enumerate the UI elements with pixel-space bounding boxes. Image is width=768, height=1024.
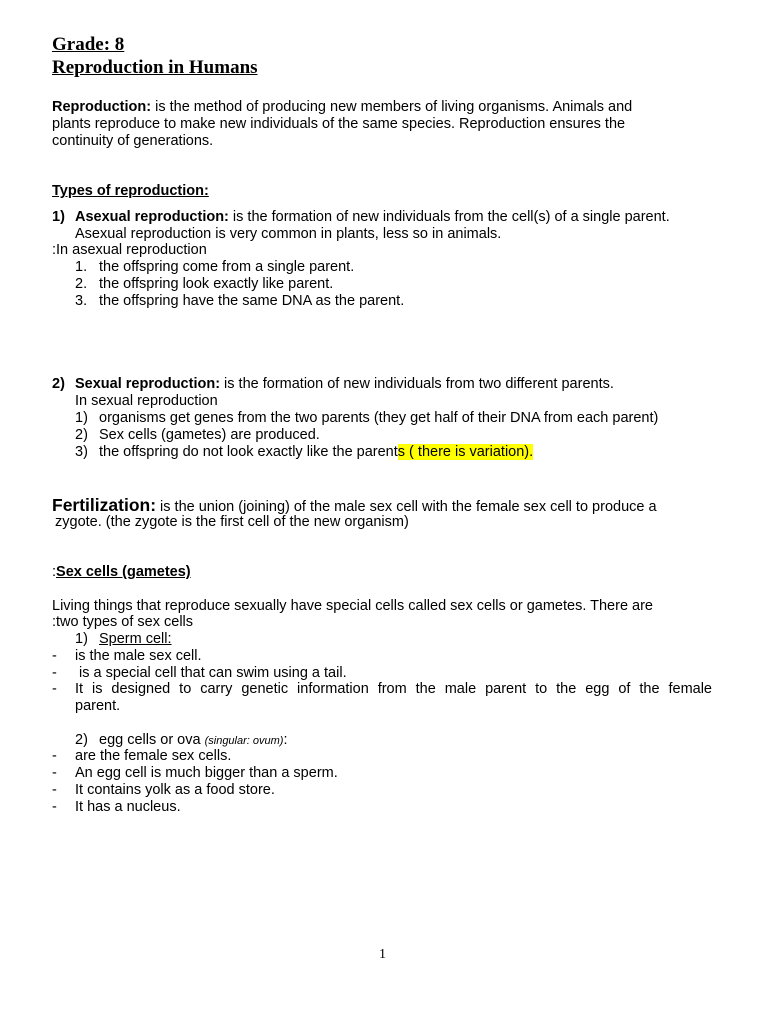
bullet-dash: -	[52, 765, 57, 781]
egg-bullet: It has a nucleus.	[75, 799, 181, 815]
sexual-item: Sex cells (gametes) are produced.	[99, 427, 320, 443]
sperm-heading: Sperm cell:	[99, 631, 172, 647]
intro-line-2: plants reproduce to make new individuals of the same species. Reproduction ensures the	[52, 116, 626, 132]
sexual-line-1: Sexual reproduction: is the formation of new individuals from two different parents.	[75, 376, 614, 392]
sexual-number: 2)	[52, 376, 65, 392]
sexual-item-num: 2)	[75, 427, 88, 443]
sperm-bullet: is the male sex cell.	[75, 648, 202, 664]
asexual-item-num: 3.	[75, 293, 88, 309]
intro-line-3: continuity of generations.	[52, 133, 214, 149]
fertilization-term: Fertilization:	[52, 495, 157, 515]
sex-cells-line-1: Living things that reproduce sexually have special cells called sex cells or gametes. There are	[52, 598, 653, 614]
asexual-item-num: 2.	[75, 276, 88, 292]
sexual-item: the offspring do not look exactly like the parents ( there is variation).	[99, 444, 534, 460]
egg-number: 2)	[75, 732, 88, 748]
egg-bullet: An egg cell is much bigger than a sperm.	[75, 765, 338, 781]
bullet-dash: -	[52, 782, 57, 798]
egg-heading-row: egg cells or ova (singular: ovum):	[99, 732, 288, 748]
highlighted-text: s ( there is variation).	[397, 444, 534, 460]
sperm-bullet: is a special cell that can swim using a tail.	[75, 665, 347, 681]
asexual-item-num: 1.	[75, 259, 88, 275]
sex-cells-heading-row: :Sex cells (gametes)	[52, 564, 191, 580]
fertilization-line-2: zygote. (the zygote is the first cell of the new organism)	[55, 514, 409, 530]
sperm-number: 1)	[75, 631, 88, 647]
types-heading: Types of reproduction:	[52, 183, 209, 199]
egg-note: (singular: ovum)	[204, 735, 284, 747]
egg-bullet: are the female sex cells.	[75, 748, 232, 764]
asexual-term: Asexual reproduction:	[75, 209, 229, 225]
sexual-term: Sexual reproduction:	[75, 376, 221, 392]
asexual-item: the offspring come from a single parent.	[99, 259, 355, 275]
egg-heading: egg cells or ova	[99, 732, 205, 748]
asexual-line-2: Asexual reproduction is very common in plants, less so in animals.	[75, 226, 502, 242]
page-number: 1	[379, 947, 386, 962]
sperm-bullet-continuation: parent.	[75, 698, 121, 714]
grade-heading: Grade: 8	[52, 34, 125, 55]
fertilization-line-1: Fertilization: is the union (joining) of the male sex cell with the female sex cell to produce a	[52, 495, 657, 515]
bullet-dash: -	[52, 681, 57, 697]
page-title: Reproduction in Humans	[52, 57, 258, 78]
sexual-item: organisms get genes from the two parents (they get half of their DNA from each parent)	[99, 410, 659, 426]
bullet-dash: -	[52, 665, 57, 681]
bullet-dash: -	[52, 799, 57, 815]
asexual-intro: :In asexual reproduction	[52, 242, 207, 258]
sperm-bullet: It is designed to carry genetic information from the male parent to the egg of the female	[75, 681, 712, 697]
bullet-dash: -	[52, 748, 57, 764]
intro-line-1: Reproduction: is the method of producing new members of living organisms. Animals and	[52, 99, 633, 115]
asexual-number: 1)	[52, 209, 65, 225]
sex-cells-heading: Sex cells (gametes)	[56, 564, 191, 580]
asexual-line-1: Asexual reproduction: is the formation of new individuals from the cell(s) of a single parent.	[75, 209, 670, 225]
reproduction-term: Reproduction:	[52, 99, 152, 115]
sexual-item-num: 3)	[75, 444, 88, 460]
egg-bullet: It contains yolk as a food store.	[75, 782, 275, 798]
bullet-dash: -	[52, 648, 57, 664]
sex-cells-line-2: :two types of sex cells	[52, 614, 194, 630]
asexual-item: the offspring have the same DNA as the parent.	[99, 293, 405, 309]
asexual-item: the offspring look exactly like parent.	[99, 276, 334, 292]
sexual-intro: In sexual reproduction	[75, 393, 218, 409]
sexual-item-num: 1)	[75, 410, 88, 426]
